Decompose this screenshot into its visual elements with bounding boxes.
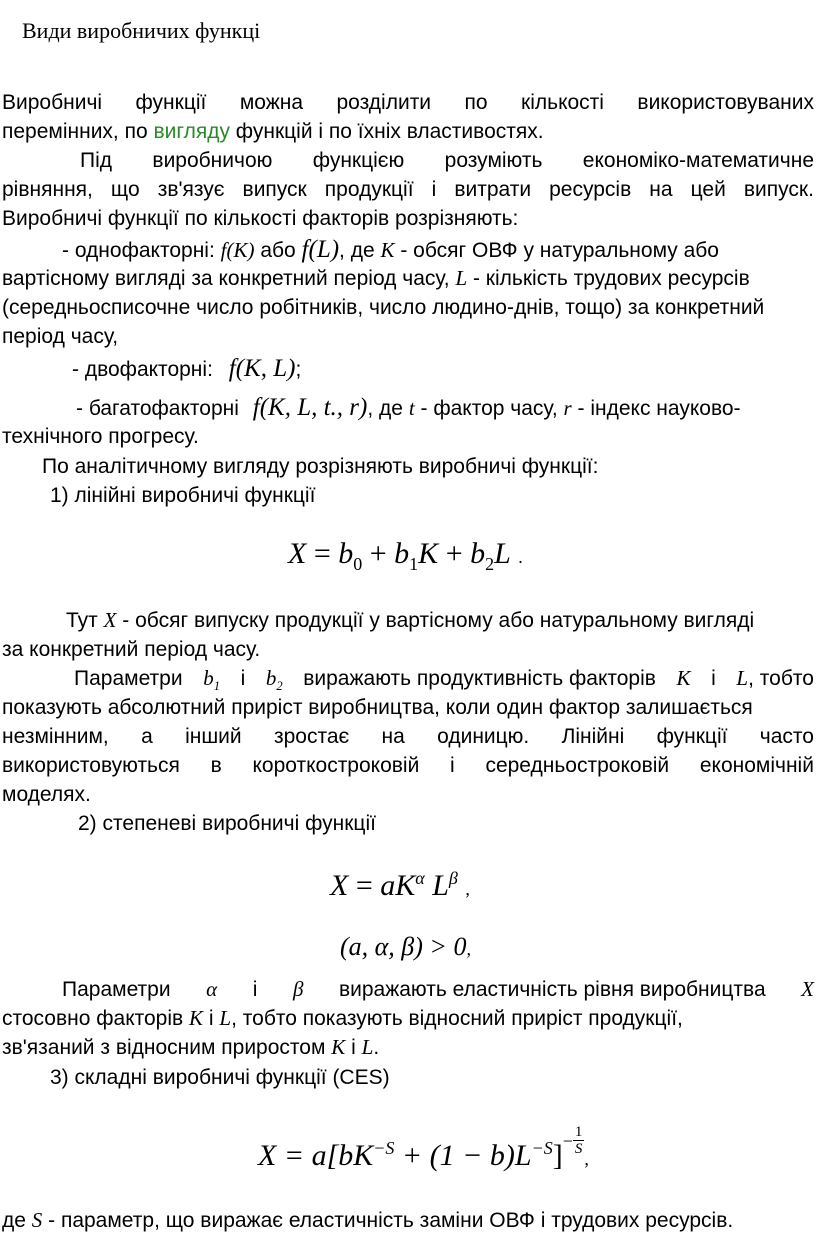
linear-equation [288,537,523,575]
linear-line4 [2,722,814,751]
ces-where-line [2,1206,733,1235]
sub-1b: 1 [213,679,220,694]
multi-factor-label: - багатофакторні [76,397,239,420]
where-text: , де [367,397,403,420]
ces-comma: , [584,1149,589,1169]
linear-word: часто [759,725,814,748]
power-line3 [2,1033,379,1062]
symbol-r: r [563,396,572,420]
linear-word: зростає [273,725,350,748]
linear-word: і [450,754,455,777]
one-factor-line3: (середньосписочне число робітників, число людино-днів, тощо) за конкретний [2,296,765,319]
one-factor-line2 [2,264,750,293]
two-factor-label: - двофакторні: [72,358,213,381]
eq-equals: = [313,537,331,570]
semicolon: ; [295,358,302,381]
symbol-beta: β [292,977,304,1001]
eq-b1: b [394,537,410,570]
ces-where: де [2,1209,26,1232]
para2-word: рівняння, [2,178,93,201]
params-end: , тобто [748,667,814,690]
para2-word: випуск. [743,178,814,201]
pow-a: a [380,869,396,902]
sub-2: 2 [485,554,495,574]
tut-line2: за конкретний період часу. [2,638,261,661]
X-description: - обсяг випуску продукції у вартісному або натуральному вигляді [122,609,755,632]
para2-word: розуміють [444,149,543,172]
power-line2 [2,1004,683,1033]
pow-beta: β [448,868,458,888]
para2-word: і [431,178,437,201]
formula-fK: f(K) [220,238,255,262]
sub-2b: 2 [276,679,283,694]
and-text-3: і [252,978,258,1001]
para2-word: економіко-математичне [582,149,814,172]
para1-text: перемінних, по [2,120,154,143]
pow-alpha: α [415,868,425,888]
para2-word: ресурсів [549,178,632,201]
r-description: - індекс науково- [577,397,741,420]
ces-fraction [573,1124,585,1157]
symbol-K-3: K [189,1006,204,1030]
one-factor-label: - однофакторні: [62,239,215,262]
pow-end: . [373,1036,380,1059]
and-text-4: і [208,1007,214,1030]
symbol-K-4: K [331,1035,346,1059]
tut-label: Тут [66,609,98,632]
linear-line5 [2,751,814,780]
linear-word: на [381,725,405,748]
symbol-X: X [103,608,117,632]
para2-word: виробничою [152,149,273,172]
linear-word: короткостроковій [252,754,420,777]
para1-line1 [2,88,814,117]
linear-word: інший [185,725,242,748]
linear-word: економічній [699,754,814,777]
multi-factor-line1 [76,393,741,423]
para2-line3: Виробничі функції по кількості факторів розрізняють: [2,207,519,230]
formula-fKLtr: f(K, L, t., r) [252,394,368,421]
para1-line2 [2,117,544,146]
para2-word: функцією [312,149,405,172]
power-equation [330,868,470,903]
para1-word: використовуваних [637,91,814,114]
eq-b2: b [470,537,486,570]
para1-word: Виробничі [2,91,103,114]
and-text-2: і [711,667,716,690]
para2-word: витрати [454,178,532,201]
symbol-b1: b [203,666,214,690]
cond-text: (a, α, β) > 0 [340,932,467,961]
symbol-t: t [408,396,415,420]
sub-1: 1 [409,554,419,574]
linear-line3: показують абсолютний приріст виробництва, коли один фактор залишається [2,696,753,719]
one-factor-line1 [62,235,719,265]
pow-line2-pre: стосовно факторів [2,1007,184,1030]
document-title: Види виробничих функці [22,18,261,43]
para2-line2 [2,175,814,204]
symbol-K: K [380,238,395,262]
tut-line1 [66,606,754,635]
ces-frac-sign: − [562,1131,573,1151]
pow-line3-pre: зв'язаний з відносним приростом [2,1036,326,1059]
ces-exp2: −S [531,1138,553,1158]
symbol-b2: b [265,666,277,690]
pow-comma: , [465,879,470,899]
para1-word: розділити [336,91,432,114]
symbol-L: L [455,266,468,290]
eq-X: X [288,537,307,570]
symbol-L-2: L [736,666,749,690]
params-desc: виражають продуктивність факторів [303,667,656,690]
eq-plus-2: + [445,537,463,570]
analytic-intro: По аналітичному вигляду розрізняють виробничі функції: [42,455,599,478]
S-description: - параметр, що виражає еластичність заміни ОВФ і трудових ресурсів. [48,1209,734,1232]
formula-fL: f(L) [301,236,340,263]
para1-text-end: функцій і по їхніх властивостях. [229,120,544,143]
params-label: Параметри [74,667,183,690]
ces-heading: 3) складні виробничі функції (CES) [50,1066,390,1089]
formula-fKL: f(K, L) [228,355,296,382]
and-text: і [240,667,246,690]
linear-word: Лінійні [561,725,625,748]
para2-word: на [649,178,673,201]
multi-factor-line2: технічного прогресу. [2,425,199,448]
pow-equals: = [355,869,373,902]
one-factor-line4: період часу, [2,325,119,348]
para1-word: можна [239,91,304,114]
vyhlyadu-link[interactable]: вигляду [153,120,230,143]
pow-params-desc: виражають еластичність рівня виробництва [338,978,766,1001]
frac-num: 1 [574,1123,583,1140]
eq-plus: + [369,537,387,570]
where-text: , де [339,239,375,262]
linear-word: а [141,725,153,748]
pow-K: K [395,869,416,902]
eq-K: K [418,537,439,570]
symbol-K-2: K [676,666,691,690]
pow-params-label: Параметри [62,978,171,1001]
linear-word: використовуються [2,754,180,777]
K-description: - обсяг ОВФ у натуральному або [400,239,719,262]
symbol-S: S [31,1208,43,1232]
eq-b0: b [338,537,354,570]
para2-word: зв'язує [157,178,225,201]
power-condition [340,932,471,962]
and-text-5: і [351,1036,356,1059]
linear-line6: моделях. [2,783,91,806]
t-description: - фактор часу, [420,397,558,420]
symbol-L-3: L [219,1006,232,1030]
frac-den: S [574,1140,583,1157]
ces-middle: + (1 − b)L [394,1139,532,1172]
para2-word: випуск [242,178,307,201]
one-factor-text: вартісному вигляді за конкретний період часу, [2,267,450,290]
para1-word: кількості [521,91,604,114]
ces-left: X = a[bK [258,1139,374,1172]
para1-word: функції [135,91,207,114]
para1-word: по [464,91,488,114]
power-params-line [62,975,814,1004]
pow-line2-post: , тобто показують відносний приріст продукції, [231,1007,683,1030]
para2-word: що [110,178,140,201]
eq-L: L [494,537,511,570]
pow-L: L [432,869,449,902]
linear-word: в [210,754,222,777]
para2-word: продукції [324,178,414,201]
ces-equation [258,1123,589,1175]
eq-period: . [518,547,523,567]
pow-X: X [330,869,349,902]
linear-heading: 1) лінійні виробничі функції [50,484,316,507]
symbol-X-2: X [801,977,814,1001]
or-text: або [260,239,296,262]
L-description: - кількість трудових ресурсів [472,267,750,290]
para2-line1 [80,146,814,175]
linear-word: одиницю. [437,725,530,748]
sub-0: 0 [353,554,363,574]
ces-exp1: −S [373,1138,395,1158]
cond-comma: , [466,939,471,959]
ces-close: ] [552,1139,563,1172]
linear-word: незмінним, [2,725,109,748]
two-factor-line [72,354,301,384]
power-heading: 2) степеневі виробничі функції [78,812,376,835]
para2-word: цей [690,178,726,201]
para2-word: Під [80,149,113,172]
symbol-L-4: L [361,1035,374,1059]
symbol-alpha: α [206,977,218,1001]
linear-word: функції [656,725,728,748]
linear-word: середньостроковій [485,754,670,777]
